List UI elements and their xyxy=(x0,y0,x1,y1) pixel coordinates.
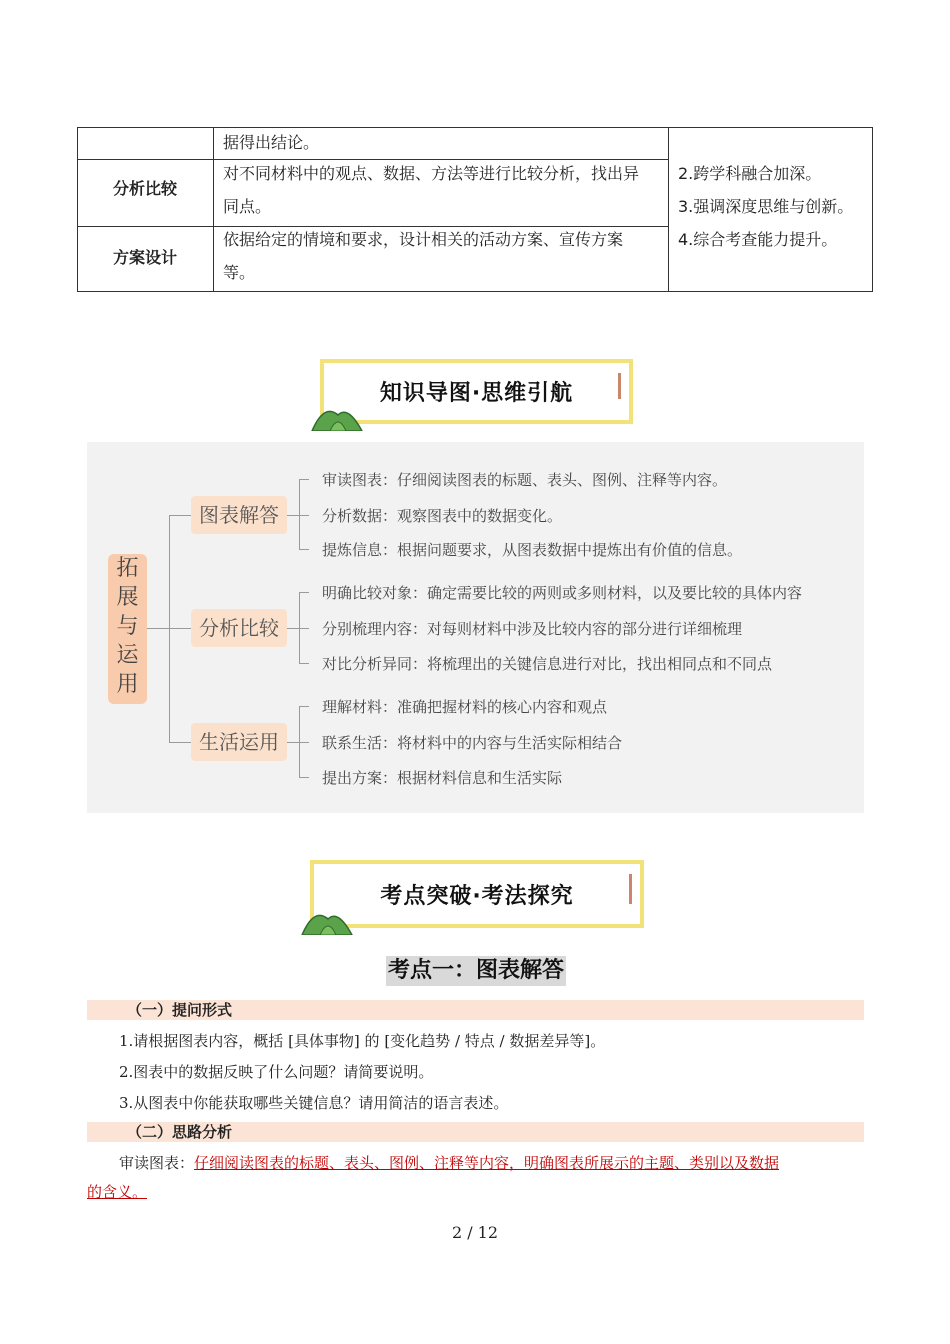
mindmap-leaf: 联系生活：将材料中的内容与生活实际相结合 xyxy=(322,734,623,752)
connector xyxy=(299,515,309,516)
hill-icon xyxy=(300,905,360,935)
connector xyxy=(299,663,309,664)
mindmap-root xyxy=(108,554,147,704)
mindmap-leaf: 对比分析异同：将梳理出的关键信息进行对比，找出相同点和不同点 xyxy=(322,655,773,673)
mindmap-branch: 图表解答 xyxy=(191,496,287,534)
table-cell: 4.综合考查能力提升。 xyxy=(678,230,838,249)
table-cell: 同点。 xyxy=(223,197,272,216)
table-cell: 依据给定的情境和要求，设计相关的活动方案、宣传方案 xyxy=(223,230,624,249)
connector xyxy=(147,628,169,629)
subsection-heading-text: （一）提问形式 xyxy=(127,1001,233,1019)
root-char: 运 xyxy=(116,643,139,668)
connector xyxy=(299,706,309,707)
connector xyxy=(287,742,299,743)
analysis-highlight: 的含义。 xyxy=(87,1183,148,1201)
table-cell: 据得出结论。 xyxy=(223,133,320,152)
table-cell: 等。 xyxy=(223,263,256,282)
mindmap-leaf: 提出方案：根据材料信息和生活实际 xyxy=(322,769,563,787)
subsection-heading xyxy=(87,1000,864,1020)
question-item: 1.请根据图表内容，概括 [具体事物] 的 [变化趋势 / 特点 / 数据差异等]。 xyxy=(119,1032,606,1050)
connector xyxy=(299,549,309,550)
row-label: 方案设计 xyxy=(112,248,177,267)
connector xyxy=(287,515,299,516)
subsection-heading-text: （二）思路分析 xyxy=(127,1123,233,1141)
table-cell: 3.强调深度思维与创新。 xyxy=(678,197,854,216)
mindmap-branch: 分析比较 xyxy=(191,609,287,647)
banner-title: 知识导图·思维引航 xyxy=(379,381,574,406)
question-item: 3.从图表中你能获取哪些关键信息？请用简洁的语言表述。 xyxy=(119,1094,509,1112)
mindmap-leaf: 审读图表：仔细阅读图表的标题、表头、图例、注释等内容。 xyxy=(322,471,728,489)
section-title: 考点一：图表解答 xyxy=(386,956,566,986)
connector xyxy=(169,742,191,743)
table-cell: 2.跨学科融合加深。 xyxy=(678,164,822,183)
mindmap-leaf: 理解材料：准确把握材料的核心内容和观点 xyxy=(322,698,608,716)
analysis-paragraph xyxy=(87,1181,147,1202)
connector xyxy=(169,628,191,629)
table-divider xyxy=(668,128,669,291)
root-char: 拓 xyxy=(116,556,139,581)
hill-icon xyxy=(310,401,370,431)
analysis-paragraph xyxy=(119,1152,779,1173)
connector xyxy=(287,628,299,629)
mindmap-leaf: 分析数据：观察图表中的数据变化。 xyxy=(322,507,563,525)
analysis-lead: 审读图表： xyxy=(119,1154,195,1172)
page-number: 2 / 12 xyxy=(451,1223,499,1242)
mindmap-branch: 生活运用 xyxy=(191,723,287,761)
connector xyxy=(299,592,309,593)
analysis-highlight: 仔细阅读图表的标题、表头、图例、注释等内容，明确图表所展示的主题、类别以及数据 xyxy=(194,1154,780,1172)
table-cell: 对不同材料中的观点、数据、方法等进行比较分析，找出异 xyxy=(223,164,640,183)
connector xyxy=(169,515,191,516)
table-divider xyxy=(213,128,214,291)
requirements-table xyxy=(77,127,873,292)
section-banner xyxy=(310,860,644,928)
mindmap-leaf: 提炼信息：根据问题要求，从图表数据中提炼出有价值的信息。 xyxy=(322,541,743,559)
root-char: 用 xyxy=(116,672,139,697)
mind-map xyxy=(87,442,864,813)
mindmap-leaf: 分别梳理内容：对每则材料中涉及比较内容的部分进行详细梳理 xyxy=(322,620,743,638)
connector xyxy=(299,777,309,778)
root-char: 展 xyxy=(116,585,139,610)
banner-accent xyxy=(618,373,621,399)
connector xyxy=(299,479,309,480)
row-label: 分析比较 xyxy=(112,179,177,198)
connector xyxy=(299,628,309,629)
banner-title: 考点突破·考法探究 xyxy=(380,883,574,909)
question-item: 2.图表中的数据反映了什么问题？请简要说明。 xyxy=(119,1063,434,1081)
connector xyxy=(299,742,309,743)
banner-accent xyxy=(629,874,632,904)
root-char: 与 xyxy=(116,614,139,639)
subsection-heading xyxy=(87,1122,864,1142)
mindmap-leaf: 明确比较对象：确定需要比较的两则或多则材料，以及要比较的具体内容 xyxy=(322,584,803,602)
